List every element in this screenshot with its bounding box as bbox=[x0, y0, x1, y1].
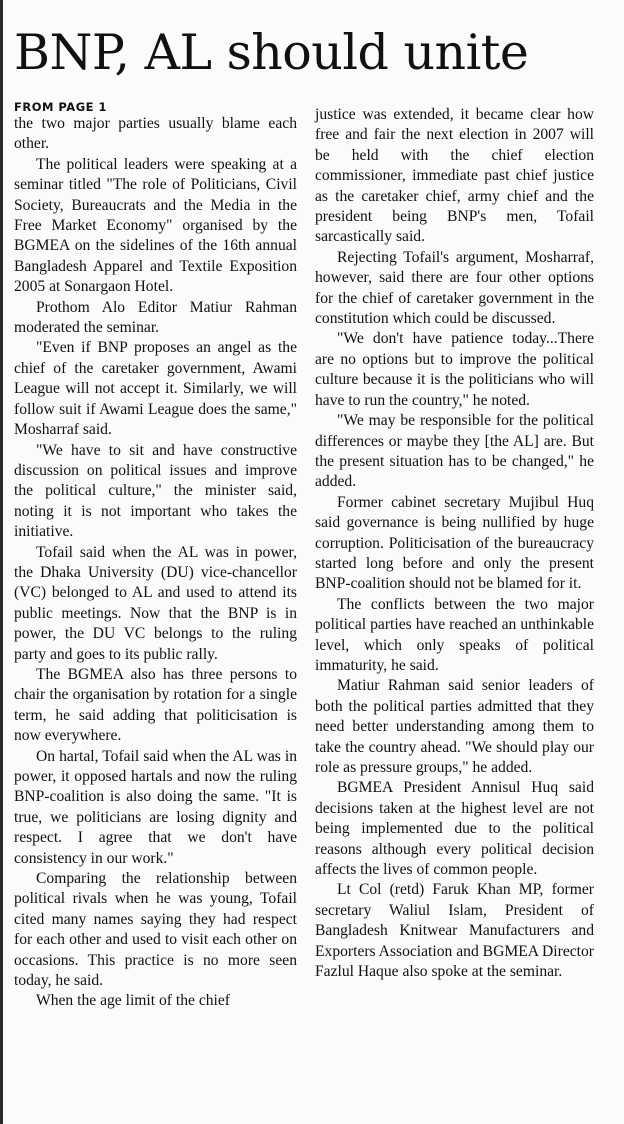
headline: BNP, AL should unite bbox=[14, 24, 529, 81]
paragraph: The conflicts between the two major political parties have reached an unthinkable level, which only speaks of political immaturity, he said. bbox=[315, 595, 594, 674]
paragraph: The political leaders were speaking at a seminar titled "The role of Politicians, Civil Society, Bureaucrats and the Media in the Free Market Economy" organised by the BGMEA on the sidelines of the 16th annual Bangladesh Apparel and Textile Exposition 2005 at Sonargaon Hotel. bbox=[14, 155, 297, 296]
article-column-right bbox=[315, 105, 594, 982]
continuation-kicker: FROM PAGE 1 bbox=[14, 100, 108, 114]
paragraph: the two major parties usually blame each other. bbox=[14, 115, 297, 153]
paragraph: Former cabinet secretary Mujibul Huq said governance is being nullified by huge corruption. Politicisation of the bureaucracy started long before and only the present BNP-coalition should not be blamed for it. bbox=[315, 493, 594, 593]
paragraph: "Even if BNP proposes an angel as the chief of the caretaker government, Awami League will not accept it. Similarly, we will follow suit if Awami League does the same," Mosharraf said. bbox=[14, 339, 297, 439]
paragraph: "We don't have patience today...There are no options but to improve the political culture because it is the politicians who will have to run the country," he noted. bbox=[315, 330, 594, 409]
paragraph: "We may be responsible for the political differences or maybe they [the AL] are. But the present situation has to be changed," he added. bbox=[315, 412, 594, 491]
paragraph: Lt Col (retd) Faruk Khan MP, former secretary Waliul Islam, President of Bangladesh Knitwear Manufacturers and Exporters Association and BGMEA Director Fazlul Haque also spoke at the seminar. bbox=[315, 881, 594, 981]
paragraph: The BGMEA also has three persons to chair the organisation by rotation for a single term, he said adding that politicisation is now everywhere. bbox=[14, 665, 297, 745]
paragraph: justice was extended, it became clear how free and fair the next election in 2007 will be held with the chief election commissioner, immediate past chief justice as the caretaker chief, army chief and the president being BNP's men, Tofail sarcastically said. bbox=[315, 106, 594, 246]
paragraph: "We have to sit and have constructive discussion on political issues and improve the political culture," the minister said, noting it is not important who takes the initiative. bbox=[14, 441, 297, 541]
article-column-left bbox=[14, 100, 297, 1012]
paragraph: Comparing the relationship between political rivals when he was young, Tofail cited many names saying they had respect for each other and used to visit each other on occasions. This practice is no more seen today, he said. bbox=[14, 870, 297, 990]
paragraph: Prothom Alo Editor Matiur Rahman moderated the seminar. bbox=[14, 298, 297, 337]
left-border-rule bbox=[0, 0, 3, 1124]
paragraph: Rejecting Tofail's argument, Mosharraf, however, said there are four other options for the chief of caretaker government in the constitution which could be discussed. bbox=[315, 248, 594, 328]
paragraph: When the age limit of the chief bbox=[36, 992, 230, 1010]
paragraph: Matiur Rahman said senior leaders of both the political parties admitted that they need better understanding among them to take the country ahead. "We should play our role as pressure groups," he added. bbox=[315, 677, 594, 776]
paragraph: BGMEA President Annisul Huq said decisions taken at the highest level are not being implemented due to the political reasons although every political decision affects the lives of common people. bbox=[315, 779, 594, 879]
paragraph: On hartal, Tofail said when the AL was in power, it opposed hartals and now the ruling BNP-coalition is also doing the same. "It is true, we politicians are losing dignity and respect. I agree that we don't have consistency in our work." bbox=[14, 747, 297, 867]
paragraph: Tofail said when the AL was in power, the Dhaka University (DU) vice-chancellor (VC) belonged to AL and used to attend its public meetings. Now that the BNP is in power, the DU VC belongs to the ruling party and goes to its public rally. bbox=[14, 543, 297, 663]
